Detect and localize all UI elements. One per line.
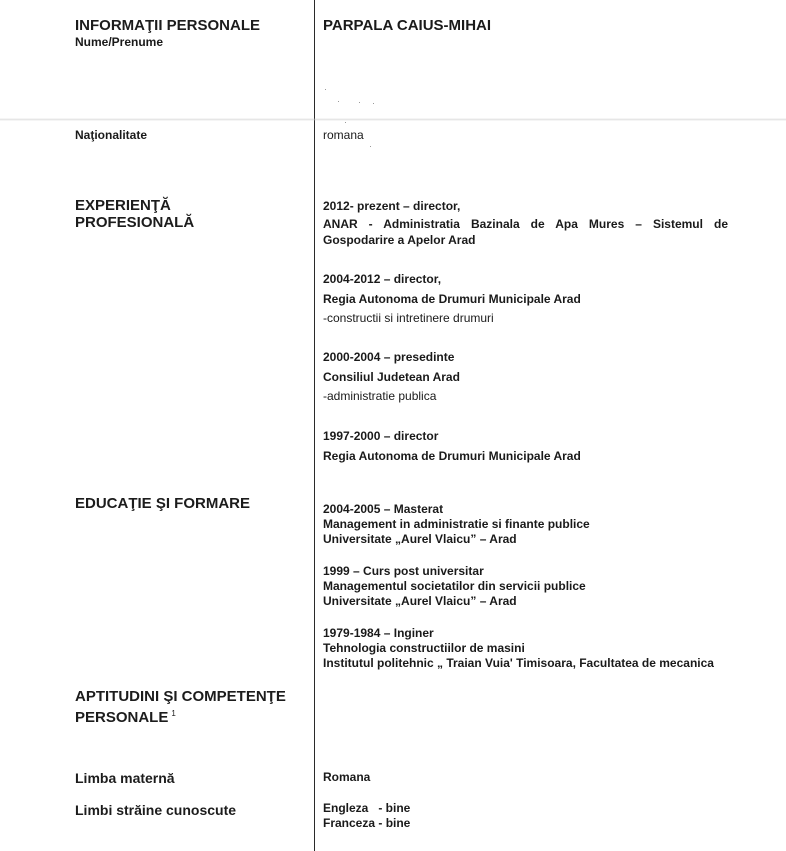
education-institution: Universitate „Aurel Vlaicu” – Arad (323, 532, 517, 546)
scan-artifact-line (0, 118, 786, 121)
experience-period: 1997-2000 – director (323, 429, 439, 443)
heading-line: PROFESIONALĂ (75, 214, 195, 231)
scan-speck (359, 102, 360, 103)
heading-line (75, 705, 307, 726)
experience-period: 2012- prezent – director, (323, 199, 461, 213)
education-period: 1979-1984 – Inginer (323, 626, 434, 640)
section-heading-personal: INFORMAŢII PERSONALE (75, 17, 261, 34)
education-field: Managementul societatilor din servicii publice (323, 579, 586, 593)
foreign-language-item: Engleza - bine (323, 801, 411, 815)
scan-speck (370, 146, 371, 147)
heading-line: APTITUDINI ŞI COMPETENŢE (75, 688, 286, 705)
heading-line: EXPERIENŢĂ (75, 197, 171, 214)
column-divider (314, 0, 315, 851)
experience-employer: Consiliul Judetean Arad (323, 370, 460, 384)
foreign-languages-list (323, 801, 728, 831)
education-period: 1999 – Curs post universitar (323, 564, 484, 578)
experience-period: 2004-2012 – director, (323, 272, 442, 286)
heading-line-text: PERSONALE (75, 709, 169, 726)
nationality-value: romana (323, 128, 364, 142)
footnote-marker: 1 (171, 709, 176, 718)
scan-speck (325, 89, 326, 90)
experience-employer: Regia Autonoma de Drumuri Municipale Arad (323, 449, 581, 463)
section-heading-experience (75, 197, 307, 231)
experience-entry (323, 428, 728, 464)
experience-entry (323, 271, 728, 326)
mother-tongue-value: Romana (323, 770, 371, 784)
education-institution: Institutul politehnic „ Traian Vuia' Timisoara, Facultatea de mecanica (323, 656, 714, 670)
experience-entry (323, 349, 728, 404)
experience-employer: Regia Autonoma de Drumuri Municipale Arad (323, 292, 581, 306)
nationality-label: Naţionalitate (75, 128, 148, 142)
education-entry (323, 564, 728, 609)
person-name: PARPALA CAIUS-MIHAI (323, 17, 492, 34)
education-institution: Universitate „Aurel Vlaicu” – Arad (323, 594, 517, 608)
scan-speck (345, 122, 346, 123)
name-label: Nume/Prenume (75, 35, 164, 49)
education-entry (323, 626, 728, 671)
section-heading-education: EDUCAŢIE ŞI FORMARE (75, 495, 251, 512)
education-field: Tehnologia constructiilor de masini (323, 641, 525, 655)
scan-speck (373, 103, 374, 104)
foreign-language-item: Franceza - bine (323, 816, 411, 830)
experience-entry (323, 198, 728, 248)
experience-period: 2000-2004 – presedinte (323, 350, 455, 364)
foreign-languages-label: Limbi străine cunoscute (75, 802, 237, 818)
education-period: 2004-2005 – Masterat (323, 502, 444, 516)
scan-speck (338, 101, 339, 102)
section-heading-skills (75, 688, 307, 726)
education-field: Management in administratie si finante publice (323, 517, 590, 531)
experience-activity: -constructii si intretinere drumuri (323, 311, 494, 325)
education-entry (323, 502, 728, 547)
mother-tongue-label: Limba maternă (75, 770, 175, 786)
experience-employer: ANAR - Administratia Bazinala de Apa Mures – Sistemul de Gospodarire a Apelor Arad (323, 217, 728, 247)
experience-activity: -administratie publica (323, 389, 437, 403)
